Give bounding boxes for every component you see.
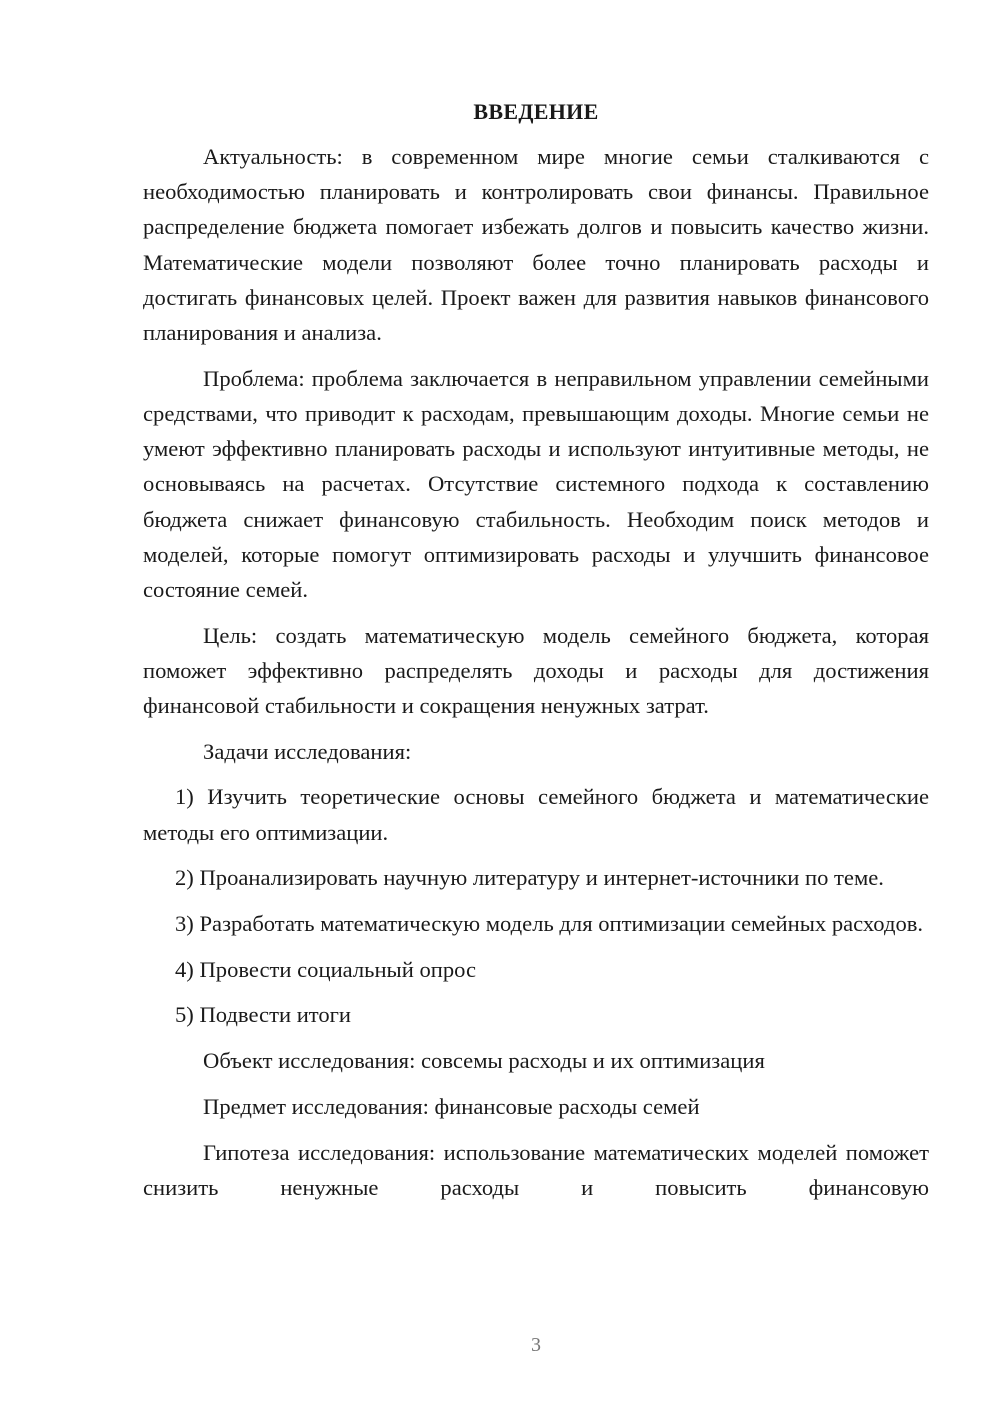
task-item-1: 1) Изучить теоретические основы семейного бюджета и математические методы его оптимизации.	[143, 784, 929, 845]
goal-paragraph: Цель: создать математическую модель семейного бюджета, которая поможет эффективно распределять доходы и расходы для достижения финансовой стабильности и сокращения ненужных затрат.	[143, 622, 929, 719]
research-hypothesis: Гипотеза исследования: использование математических моделей поможет снизить ненужные расходы и повысить финансовую	[143, 1139, 929, 1200]
document-page	[143, 94, 929, 1205]
problem-paragraph: Проблема: проблема заключается в неправильном управлении семейными средствами, что приводит к расходам, превышающим доходы. Многие семьи не умеют эффективно планировать расходы и используют интуитивные методы, не основываясь на расчетах. Отсутствие системного подхода к составлению бюджета снижает финансовую стабильность. Необходим поиск методов и моделей, которые помогут оптимизировать расходы и улучшить финансовое состояние семей.	[143, 365, 929, 602]
task-item-3: 3) Разработать математическую модель для оптимизации семейных расходов.	[175, 911, 924, 937]
tasks-heading: Задачи исследования:	[203, 738, 412, 764]
research-object: Объект исследования: совсемы расходы и их оптимизация	[203, 1048, 765, 1074]
task-item-5: 5) Подвести итоги	[175, 1002, 352, 1028]
task-item-2: 2) Проанализировать научную литературу и интернет-источники по теме.	[175, 865, 884, 891]
section-title: ВВЕДЕНИЕ	[473, 99, 599, 124]
page-number: 3	[531, 1334, 541, 1356]
relevance-paragraph: Актуальность: в современном мире многие семьи сталкиваются с необходимостью планировать и контролировать свои финансы. Правильное распределение бюджета помогает избежать долгов и повысить качество жизни. Математические модели позволяют более точно планировать расходы и достигать финансовых целей. Проект важен для развития навыков финансового планирования и анализа.	[143, 144, 929, 346]
task-item-4: 4) Провести социальный опрос	[175, 956, 477, 982]
research-subject: Предмет исследования: финансовые расходы семей	[203, 1093, 700, 1119]
